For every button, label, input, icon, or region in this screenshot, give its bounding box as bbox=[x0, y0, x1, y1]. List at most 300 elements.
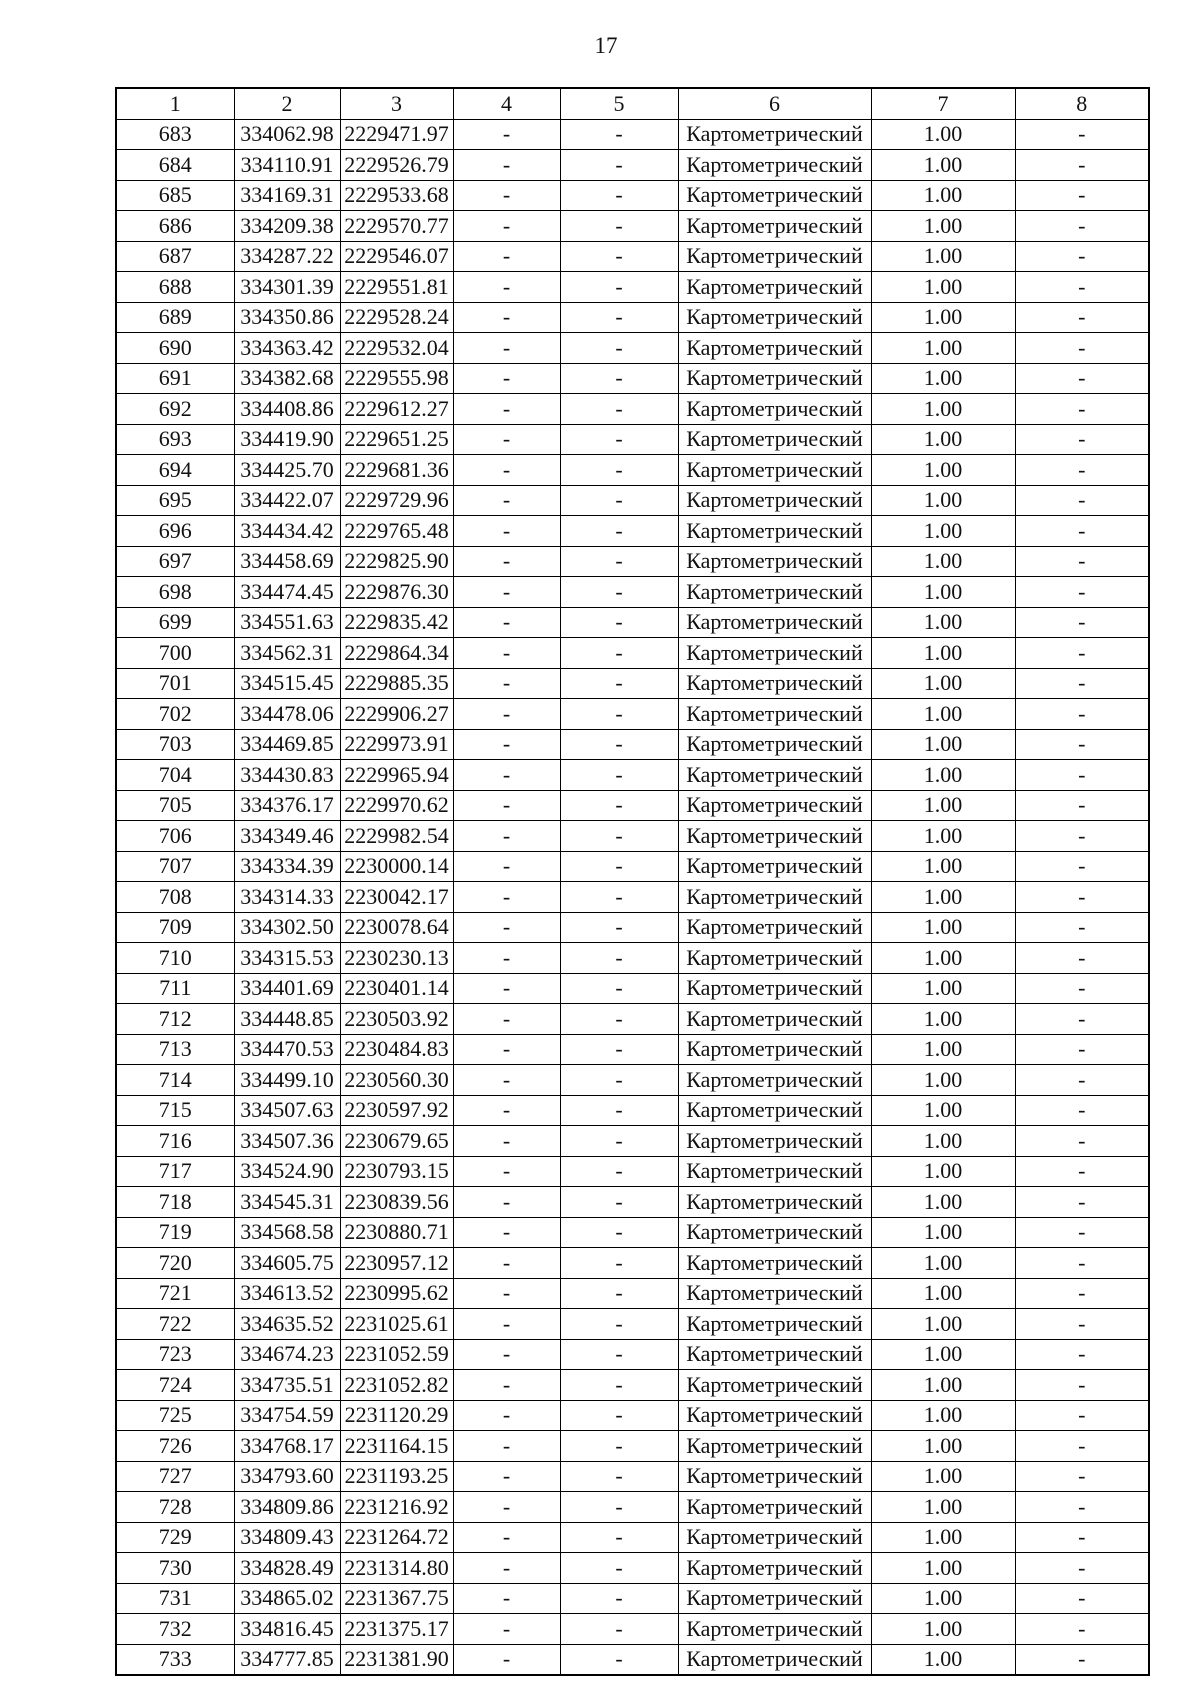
y-coordinate-cell: 2231052.59 bbox=[340, 1339, 453, 1370]
column-8-cell: - bbox=[1015, 1431, 1149, 1462]
accuracy-cell: 1.00 bbox=[871, 1370, 1015, 1401]
point-number-cell: 686 bbox=[116, 211, 234, 242]
method-cell: Картометрический bbox=[678, 394, 871, 425]
point-number-cell: 709 bbox=[116, 912, 234, 943]
y-coordinate-cell: 2230503.92 bbox=[340, 1004, 453, 1035]
column-4-cell: - bbox=[453, 394, 560, 425]
column-5-cell: - bbox=[560, 455, 678, 486]
x-coordinate-cell: 334062.98 bbox=[234, 119, 340, 150]
table-row bbox=[116, 485, 1149, 516]
x-coordinate-cell: 334507.63 bbox=[234, 1095, 340, 1126]
column-5-cell: - bbox=[560, 363, 678, 394]
column-5-cell: - bbox=[560, 760, 678, 791]
column-5-cell: - bbox=[560, 1217, 678, 1248]
table-row bbox=[116, 729, 1149, 760]
column-4-cell: - bbox=[453, 760, 560, 791]
x-coordinate-cell: 334777.85 bbox=[234, 1644, 340, 1675]
x-coordinate-cell: 334382.68 bbox=[234, 363, 340, 394]
point-number-cell: 721 bbox=[116, 1278, 234, 1309]
table-row bbox=[116, 577, 1149, 608]
column-4-cell: - bbox=[453, 882, 560, 913]
column-8-cell: - bbox=[1015, 333, 1149, 364]
column-4-cell: - bbox=[453, 1126, 560, 1157]
y-coordinate-cell: 2229526.79 bbox=[340, 150, 453, 181]
column-8-cell: - bbox=[1015, 790, 1149, 821]
point-number-cell: 701 bbox=[116, 668, 234, 699]
x-coordinate-cell: 334209.38 bbox=[234, 211, 340, 242]
method-cell: Картометрический bbox=[678, 1065, 871, 1096]
accuracy-cell: 1.00 bbox=[871, 607, 1015, 638]
column-5-cell: - bbox=[560, 821, 678, 852]
y-coordinate-cell: 2229765.48 bbox=[340, 516, 453, 547]
column-5-cell: - bbox=[560, 394, 678, 425]
x-coordinate-cell: 334458.69 bbox=[234, 546, 340, 577]
column-4-cell: - bbox=[453, 1156, 560, 1187]
accuracy-cell: 1.00 bbox=[871, 1522, 1015, 1553]
table-row bbox=[116, 1278, 1149, 1309]
x-coordinate-cell: 334408.86 bbox=[234, 394, 340, 425]
accuracy-cell: 1.00 bbox=[871, 424, 1015, 455]
accuracy-cell: 1.00 bbox=[871, 150, 1015, 181]
table-row bbox=[116, 1370, 1149, 1401]
x-coordinate-cell: 334470.53 bbox=[234, 1034, 340, 1065]
column-8-cell: - bbox=[1015, 546, 1149, 577]
accuracy-cell: 1.00 bbox=[871, 1309, 1015, 1340]
table-row bbox=[116, 1614, 1149, 1645]
method-cell: Картометрический bbox=[678, 211, 871, 242]
x-coordinate-cell: 334865.02 bbox=[234, 1583, 340, 1614]
table-row bbox=[116, 1339, 1149, 1370]
point-number-cell: 713 bbox=[116, 1034, 234, 1065]
y-coordinate-cell: 2229906.27 bbox=[340, 699, 453, 730]
column-8-cell: - bbox=[1015, 424, 1149, 455]
y-coordinate-cell: 2231375.17 bbox=[340, 1614, 453, 1645]
column-5-cell: - bbox=[560, 1248, 678, 1279]
column-4-cell: - bbox=[453, 1431, 560, 1462]
y-coordinate-cell: 2229876.30 bbox=[340, 577, 453, 608]
method-cell: Картометрический bbox=[678, 638, 871, 669]
table-row bbox=[116, 424, 1149, 455]
column-4-cell: - bbox=[453, 1553, 560, 1584]
x-coordinate-cell: 334419.90 bbox=[234, 424, 340, 455]
column-8-cell: - bbox=[1015, 363, 1149, 394]
method-cell: Картометрический bbox=[678, 424, 871, 455]
column-4-cell: - bbox=[453, 363, 560, 394]
header-row bbox=[116, 88, 1149, 119]
accuracy-cell: 1.00 bbox=[871, 1217, 1015, 1248]
y-coordinate-cell: 2229533.68 bbox=[340, 180, 453, 211]
x-coordinate-cell: 334674.23 bbox=[234, 1339, 340, 1370]
column-4-cell: - bbox=[453, 1492, 560, 1523]
method-cell: Картометрический bbox=[678, 1126, 871, 1157]
table-row bbox=[116, 302, 1149, 333]
table-row bbox=[116, 882, 1149, 913]
method-cell: Картометрический bbox=[678, 333, 871, 364]
point-number-cell: 714 bbox=[116, 1065, 234, 1096]
table-row bbox=[116, 211, 1149, 242]
column-5-cell: - bbox=[560, 119, 678, 150]
y-coordinate-cell: 2230401.14 bbox=[340, 973, 453, 1004]
column-4-cell: - bbox=[453, 485, 560, 516]
column-8-cell: - bbox=[1015, 912, 1149, 943]
point-number-cell: 711 bbox=[116, 973, 234, 1004]
point-number-cell: 723 bbox=[116, 1339, 234, 1370]
table-row bbox=[116, 1492, 1149, 1523]
column-8-cell: - bbox=[1015, 851, 1149, 882]
method-cell: Картометрический bbox=[678, 1217, 871, 1248]
column-8-cell: - bbox=[1015, 1065, 1149, 1096]
column-4-cell: - bbox=[453, 1004, 560, 1035]
column-number-header: 1 bbox=[116, 88, 234, 119]
y-coordinate-cell: 2231120.29 bbox=[340, 1400, 453, 1431]
column-8-cell: - bbox=[1015, 1248, 1149, 1279]
method-cell: Картометрический bbox=[678, 1400, 871, 1431]
table-row bbox=[116, 1431, 1149, 1462]
column-4-cell: - bbox=[453, 699, 560, 730]
column-4-cell: - bbox=[453, 516, 560, 547]
point-number-cell: 692 bbox=[116, 394, 234, 425]
accuracy-cell: 1.00 bbox=[871, 790, 1015, 821]
column-5-cell: - bbox=[560, 1644, 678, 1675]
y-coordinate-cell: 2230880.71 bbox=[340, 1217, 453, 1248]
table-row bbox=[116, 119, 1149, 150]
table-row bbox=[116, 1187, 1149, 1218]
point-number-cell: 706 bbox=[116, 821, 234, 852]
method-cell: Картометрический bbox=[678, 882, 871, 913]
x-coordinate-cell: 334349.46 bbox=[234, 821, 340, 852]
x-coordinate-cell: 334735.51 bbox=[234, 1370, 340, 1401]
point-number-cell: 710 bbox=[116, 943, 234, 974]
y-coordinate-cell: 2230000.14 bbox=[340, 851, 453, 882]
x-coordinate-cell: 334515.45 bbox=[234, 668, 340, 699]
accuracy-cell: 1.00 bbox=[871, 1400, 1015, 1431]
y-coordinate-cell: 2231381.90 bbox=[340, 1644, 453, 1675]
accuracy-cell: 1.00 bbox=[871, 1492, 1015, 1523]
accuracy-cell: 1.00 bbox=[871, 455, 1015, 486]
method-cell: Картометрический bbox=[678, 1614, 871, 1645]
table-row bbox=[116, 1126, 1149, 1157]
column-5-cell: - bbox=[560, 516, 678, 547]
column-5-cell: - bbox=[560, 1553, 678, 1584]
column-8-cell: - bbox=[1015, 241, 1149, 272]
table-row bbox=[116, 1065, 1149, 1096]
x-coordinate-cell: 334478.06 bbox=[234, 699, 340, 730]
column-5-cell: - bbox=[560, 699, 678, 730]
table-row bbox=[116, 1553, 1149, 1584]
method-cell: Картометрический bbox=[678, 1187, 871, 1218]
column-5-cell: - bbox=[560, 1370, 678, 1401]
column-4-cell: - bbox=[453, 790, 560, 821]
y-coordinate-cell: 2231216.92 bbox=[340, 1492, 453, 1523]
method-cell: Картометрический bbox=[678, 1492, 871, 1523]
column-4-cell: - bbox=[453, 1339, 560, 1370]
table-row bbox=[116, 1034, 1149, 1065]
accuracy-cell: 1.00 bbox=[871, 760, 1015, 791]
column-8-cell: - bbox=[1015, 943, 1149, 974]
method-cell: Картометрический bbox=[678, 485, 871, 516]
column-8-cell: - bbox=[1015, 211, 1149, 242]
column-5-cell: - bbox=[560, 1065, 678, 1096]
column-4-cell: - bbox=[453, 577, 560, 608]
accuracy-cell: 1.00 bbox=[871, 1644, 1015, 1675]
x-coordinate-cell: 334469.85 bbox=[234, 729, 340, 760]
point-number-cell: 731 bbox=[116, 1583, 234, 1614]
x-coordinate-cell: 334524.90 bbox=[234, 1156, 340, 1187]
x-coordinate-cell: 334350.86 bbox=[234, 302, 340, 333]
column-number-header: 5 bbox=[560, 88, 678, 119]
column-5-cell: - bbox=[560, 912, 678, 943]
column-5-cell: - bbox=[560, 485, 678, 516]
table-row bbox=[116, 912, 1149, 943]
column-4-cell: - bbox=[453, 455, 560, 486]
y-coordinate-cell: 2229570.77 bbox=[340, 211, 453, 242]
column-5-cell: - bbox=[560, 577, 678, 608]
table-row bbox=[116, 1217, 1149, 1248]
column-5-cell: - bbox=[560, 1522, 678, 1553]
column-8-cell: - bbox=[1015, 1034, 1149, 1065]
y-coordinate-cell: 2231052.82 bbox=[340, 1370, 453, 1401]
table-row bbox=[116, 394, 1149, 425]
point-number-cell: 698 bbox=[116, 577, 234, 608]
method-cell: Картометрический bbox=[678, 668, 871, 699]
accuracy-cell: 1.00 bbox=[871, 1126, 1015, 1157]
x-coordinate-cell: 334110.91 bbox=[234, 150, 340, 181]
column-4-cell: - bbox=[453, 912, 560, 943]
method-cell: Картометрический bbox=[678, 851, 871, 882]
y-coordinate-cell: 2230560.30 bbox=[340, 1065, 453, 1096]
table-row bbox=[116, 363, 1149, 394]
x-coordinate-cell: 334793.60 bbox=[234, 1461, 340, 1492]
point-number-cell: 702 bbox=[116, 699, 234, 730]
coordinates-table bbox=[115, 87, 1150, 1676]
accuracy-cell: 1.00 bbox=[871, 638, 1015, 669]
accuracy-cell: 1.00 bbox=[871, 1187, 1015, 1218]
x-coordinate-cell: 334169.31 bbox=[234, 180, 340, 211]
column-4-cell: - bbox=[453, 1217, 560, 1248]
column-5-cell: - bbox=[560, 1461, 678, 1492]
x-coordinate-cell: 334754.59 bbox=[234, 1400, 340, 1431]
table-row bbox=[116, 607, 1149, 638]
column-4-cell: - bbox=[453, 333, 560, 364]
method-cell: Картометрический bbox=[678, 973, 871, 1004]
point-number-cell: 684 bbox=[116, 150, 234, 181]
column-8-cell: - bbox=[1015, 516, 1149, 547]
method-cell: Картометрический bbox=[678, 760, 871, 791]
method-cell: Картометрический bbox=[678, 455, 871, 486]
column-5-cell: - bbox=[560, 851, 678, 882]
column-8-cell: - bbox=[1015, 699, 1149, 730]
column-5-cell: - bbox=[560, 1004, 678, 1035]
table-row bbox=[116, 943, 1149, 974]
x-coordinate-cell: 334635.52 bbox=[234, 1309, 340, 1340]
point-number-cell: 729 bbox=[116, 1522, 234, 1553]
column-5-cell: - bbox=[560, 790, 678, 821]
accuracy-cell: 1.00 bbox=[871, 973, 1015, 1004]
method-cell: Картометрический bbox=[678, 577, 871, 608]
column-4-cell: - bbox=[453, 1370, 560, 1401]
column-8-cell: - bbox=[1015, 1126, 1149, 1157]
column-5-cell: - bbox=[560, 729, 678, 760]
column-8-cell: - bbox=[1015, 760, 1149, 791]
point-number-cell: 704 bbox=[116, 760, 234, 791]
table-row bbox=[116, 333, 1149, 364]
point-number-cell: 693 bbox=[116, 424, 234, 455]
point-number-cell: 687 bbox=[116, 241, 234, 272]
column-number-header: 2 bbox=[234, 88, 340, 119]
x-coordinate-cell: 334562.31 bbox=[234, 638, 340, 669]
column-4-cell: - bbox=[453, 1278, 560, 1309]
x-coordinate-cell: 334301.39 bbox=[234, 272, 340, 303]
y-coordinate-cell: 2229532.04 bbox=[340, 333, 453, 364]
column-8-cell: - bbox=[1015, 1461, 1149, 1492]
column-5-cell: - bbox=[560, 1400, 678, 1431]
y-coordinate-cell: 2231264.72 bbox=[340, 1522, 453, 1553]
column-4-cell: - bbox=[453, 119, 560, 150]
column-4-cell: - bbox=[453, 1522, 560, 1553]
accuracy-cell: 1.00 bbox=[871, 333, 1015, 364]
column-5-cell: - bbox=[560, 424, 678, 455]
point-number-cell: 689 bbox=[116, 302, 234, 333]
y-coordinate-cell: 2229965.94 bbox=[340, 760, 453, 791]
column-4-cell: - bbox=[453, 1583, 560, 1614]
page-number: 17 bbox=[594, 33, 618, 58]
column-5-cell: - bbox=[560, 668, 678, 699]
point-number-cell: 705 bbox=[116, 790, 234, 821]
y-coordinate-cell: 2231193.25 bbox=[340, 1461, 453, 1492]
accuracy-cell: 1.00 bbox=[871, 180, 1015, 211]
point-number-cell: 733 bbox=[116, 1644, 234, 1675]
table-row bbox=[116, 1156, 1149, 1187]
x-coordinate-cell: 334363.42 bbox=[234, 333, 340, 364]
x-coordinate-cell: 334809.86 bbox=[234, 1492, 340, 1523]
column-4-cell: - bbox=[453, 607, 560, 638]
accuracy-cell: 1.00 bbox=[871, 1004, 1015, 1035]
point-number-cell: 715 bbox=[116, 1095, 234, 1126]
column-5-cell: - bbox=[560, 1187, 678, 1218]
x-coordinate-cell: 334474.45 bbox=[234, 577, 340, 608]
point-number-cell: 703 bbox=[116, 729, 234, 760]
point-number-cell: 719 bbox=[116, 1217, 234, 1248]
x-coordinate-cell: 334613.52 bbox=[234, 1278, 340, 1309]
method-cell: Картометрический bbox=[678, 119, 871, 150]
method-cell: Картометрический bbox=[678, 272, 871, 303]
column-8-cell: - bbox=[1015, 272, 1149, 303]
accuracy-cell: 1.00 bbox=[871, 1034, 1015, 1065]
x-coordinate-cell: 334605.75 bbox=[234, 1248, 340, 1279]
column-4-cell: - bbox=[453, 1614, 560, 1645]
method-cell: Картометрический bbox=[678, 1461, 871, 1492]
column-5-cell: - bbox=[560, 546, 678, 577]
method-cell: Картометрический bbox=[678, 1248, 871, 1279]
point-number-cell: 722 bbox=[116, 1309, 234, 1340]
column-8-cell: - bbox=[1015, 485, 1149, 516]
point-number-cell: 728 bbox=[116, 1492, 234, 1523]
column-4-cell: - bbox=[453, 241, 560, 272]
column-8-cell: - bbox=[1015, 1614, 1149, 1645]
accuracy-cell: 1.00 bbox=[871, 1431, 1015, 1462]
x-coordinate-cell: 334314.33 bbox=[234, 882, 340, 913]
column-8-cell: - bbox=[1015, 455, 1149, 486]
column-5-cell: - bbox=[560, 638, 678, 669]
column-5-cell: - bbox=[560, 1492, 678, 1523]
x-coordinate-cell: 334507.36 bbox=[234, 1126, 340, 1157]
accuracy-cell: 1.00 bbox=[871, 272, 1015, 303]
column-5-cell: - bbox=[560, 1126, 678, 1157]
table-row bbox=[116, 1309, 1149, 1340]
method-cell: Картометрический bbox=[678, 699, 871, 730]
column-5-cell: - bbox=[560, 272, 678, 303]
x-coordinate-cell: 334768.17 bbox=[234, 1431, 340, 1462]
table-row bbox=[116, 1644, 1149, 1675]
column-4-cell: - bbox=[453, 668, 560, 699]
y-coordinate-cell: 2230230.13 bbox=[340, 943, 453, 974]
method-cell: Картометрический bbox=[678, 150, 871, 181]
point-number-cell: 727 bbox=[116, 1461, 234, 1492]
point-number-cell: 712 bbox=[116, 1004, 234, 1035]
x-coordinate-cell: 334315.53 bbox=[234, 943, 340, 974]
method-cell: Картометрический bbox=[678, 180, 871, 211]
accuracy-cell: 1.00 bbox=[871, 241, 1015, 272]
column-5-cell: - bbox=[560, 241, 678, 272]
accuracy-cell: 1.00 bbox=[871, 302, 1015, 333]
column-4-cell: - bbox=[453, 150, 560, 181]
x-coordinate-cell: 334302.50 bbox=[234, 912, 340, 943]
accuracy-cell: 1.00 bbox=[871, 699, 1015, 730]
column-5-cell: - bbox=[560, 973, 678, 1004]
column-5-cell: - bbox=[560, 302, 678, 333]
x-coordinate-cell: 334448.85 bbox=[234, 1004, 340, 1035]
accuracy-cell: 1.00 bbox=[871, 485, 1015, 516]
table-body bbox=[116, 119, 1149, 1675]
accuracy-cell: 1.00 bbox=[871, 211, 1015, 242]
column-4-cell: - bbox=[453, 638, 560, 669]
y-coordinate-cell: 2229528.24 bbox=[340, 302, 453, 333]
column-4-cell: - bbox=[453, 546, 560, 577]
method-cell: Картометрический bbox=[678, 1583, 871, 1614]
method-cell: Картометрический bbox=[678, 1309, 871, 1340]
method-cell: Картометрический bbox=[678, 1095, 871, 1126]
x-coordinate-cell: 334568.58 bbox=[234, 1217, 340, 1248]
column-8-cell: - bbox=[1015, 1522, 1149, 1553]
method-cell: Картометрический bbox=[678, 1034, 871, 1065]
table-header bbox=[116, 88, 1149, 119]
point-number-cell: 708 bbox=[116, 882, 234, 913]
accuracy-cell: 1.00 bbox=[871, 729, 1015, 760]
point-number-cell: 716 bbox=[116, 1126, 234, 1157]
column-4-cell: - bbox=[453, 821, 560, 852]
y-coordinate-cell: 2229973.91 bbox=[340, 729, 453, 760]
column-8-cell: - bbox=[1015, 729, 1149, 760]
column-4-cell: - bbox=[453, 1095, 560, 1126]
column-8-cell: - bbox=[1015, 150, 1149, 181]
table-row bbox=[116, 1400, 1149, 1431]
accuracy-cell: 1.00 bbox=[871, 1583, 1015, 1614]
column-4-cell: - bbox=[453, 272, 560, 303]
y-coordinate-cell: 2229612.27 bbox=[340, 394, 453, 425]
point-number-cell: 730 bbox=[116, 1553, 234, 1584]
table-row bbox=[116, 668, 1149, 699]
x-coordinate-cell: 334816.45 bbox=[234, 1614, 340, 1645]
accuracy-cell: 1.00 bbox=[871, 1614, 1015, 1645]
column-5-cell: - bbox=[560, 180, 678, 211]
column-8-cell: - bbox=[1015, 394, 1149, 425]
column-8-cell: - bbox=[1015, 607, 1149, 638]
x-coordinate-cell: 334425.70 bbox=[234, 455, 340, 486]
column-5-cell: - bbox=[560, 333, 678, 364]
point-number-cell: 718 bbox=[116, 1187, 234, 1218]
x-coordinate-cell: 334434.42 bbox=[234, 516, 340, 547]
y-coordinate-cell: 2230679.65 bbox=[340, 1126, 453, 1157]
